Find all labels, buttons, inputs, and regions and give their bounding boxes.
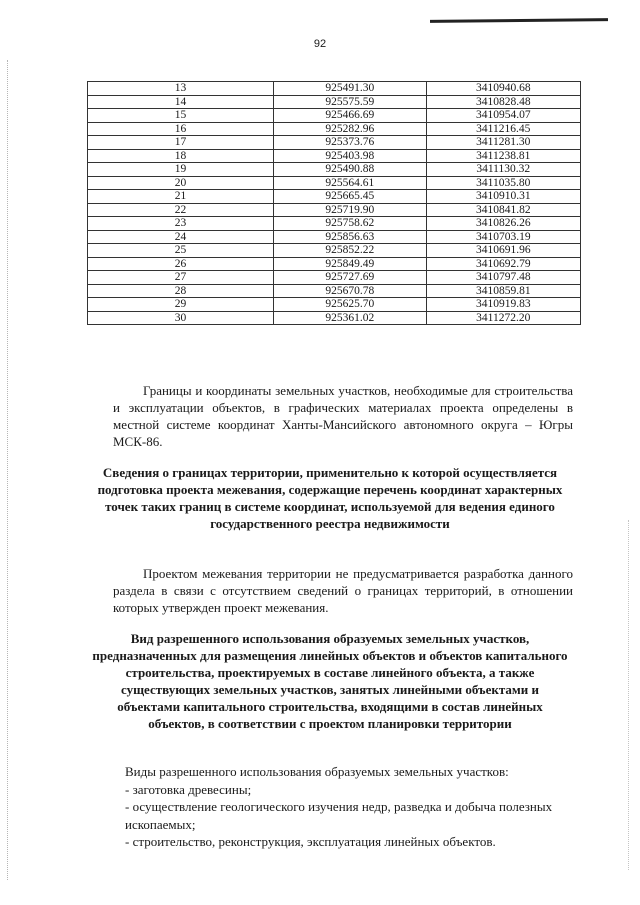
table-row (88, 136, 581, 150)
y-coordinate-cell: 3410859.81 (426, 284, 581, 298)
table-row (88, 284, 581, 298)
table-row (88, 82, 581, 96)
table-row (88, 217, 581, 231)
x-coordinate-cell: 925849.49 (274, 257, 426, 271)
point-number-cell: 15 (88, 109, 274, 123)
land-use-list-intro: Виды разрешенного использования образуемых земельных участков: (125, 764, 509, 779)
list-item: - заготовка древесины; (125, 781, 252, 797)
point-number-cell: 22 (88, 203, 274, 217)
y-coordinate-cell: 3411272.20 (426, 311, 581, 325)
y-coordinate-cell: 3411238.81 (426, 149, 581, 163)
top-scan-line (430, 18, 608, 23)
list-item: - осуществление геологического изучения недр, разведка и добыча полезных ископаемых; (125, 799, 553, 832)
x-coordinate-cell: 925466.69 (274, 109, 426, 123)
y-coordinate-cell: 3410691.96 (426, 244, 581, 258)
table-row (88, 244, 581, 258)
table-row (88, 271, 581, 285)
x-coordinate-cell: 925403.98 (274, 149, 426, 163)
x-coordinate-cell: 925719.90 (274, 203, 426, 217)
point-number-cell: 19 (88, 163, 274, 177)
y-coordinate-cell: 3410919.83 (426, 298, 581, 312)
table-row (88, 203, 581, 217)
table-row (88, 95, 581, 109)
list-item: - строительство, реконструкция, эксплуатация линейных объектов. (125, 834, 496, 849)
table-row (88, 257, 581, 271)
table-row (88, 109, 581, 123)
y-coordinate-cell: 3411216.45 (426, 122, 581, 136)
x-coordinate-cell: 925758.62 (274, 217, 426, 231)
x-coordinate-cell: 925852.22 (274, 244, 426, 258)
x-coordinate-cell: 925625.70 (274, 298, 426, 312)
point-number-cell: 23 (88, 217, 274, 231)
point-number-cell: 29 (88, 298, 274, 312)
point-number-cell: 20 (88, 176, 274, 190)
x-coordinate-cell: 925361.02 (274, 311, 426, 325)
right-scan-edge (628, 520, 630, 870)
point-number-cell: 21 (88, 190, 274, 204)
land-use-list (113, 763, 573, 851)
y-coordinate-cell: 3410910.31 (426, 190, 581, 204)
point-number-cell: 17 (88, 136, 274, 150)
y-coordinate-cell: 3410703.19 (426, 230, 581, 244)
x-coordinate-cell: 925564.61 (274, 176, 426, 190)
table-row (88, 190, 581, 204)
y-coordinate-cell: 3410828.48 (426, 95, 581, 109)
table-row (88, 311, 581, 325)
x-coordinate-cell: 925727.69 (274, 271, 426, 285)
left-scan-edge (7, 60, 9, 880)
page-number: 92 (313, 38, 327, 50)
x-coordinate-cell: 925491.30 (274, 82, 426, 96)
table-row (88, 163, 581, 177)
y-coordinate-cell: 3410954.07 (426, 109, 581, 123)
y-coordinate-cell: 3410841.82 (426, 203, 581, 217)
y-coordinate-cell: 3410797.48 (426, 271, 581, 285)
point-number-cell: 24 (88, 230, 274, 244)
y-coordinate-cell: 3411281.30 (426, 136, 581, 150)
y-coordinate-cell: 3410940.68 (426, 82, 581, 96)
x-coordinate-cell: 925490.88 (274, 163, 426, 177)
y-coordinate-cell: 3410692.79 (426, 257, 581, 271)
boundaries-paragraph: Границы и координаты земельных участков, необходимые для строительства и эксплуатации объектов, в графических материалах проекта определены в местной системе координат Ханты-Мансийского автономного округа – Югры МСК-86. (113, 383, 573, 449)
y-coordinate-cell: 3410826.26 (426, 217, 581, 231)
x-coordinate-cell: 925575.59 (274, 95, 426, 109)
y-coordinate-cell: 3411130.32 (426, 163, 581, 177)
coordinates-table (87, 81, 581, 325)
y-coordinate-cell: 3411035.80 (426, 176, 581, 190)
point-number-cell: 14 (88, 95, 274, 109)
x-coordinate-cell: 925856.63 (274, 230, 426, 244)
point-number-cell: 25 (88, 244, 274, 258)
point-number-cell: 30 (88, 311, 274, 325)
table-row (88, 149, 581, 163)
section-heading-boundaries: Сведения о границах территории, применительно к которой осуществляется подготовка проекта межевания, содержащие перечень координат характерных точек таких границ в системе координат, используемой для ведения единого государственного реестра недвижимости (97, 465, 563, 531)
point-number-cell: 16 (88, 122, 274, 136)
section-heading-land-use: Вид разрешенного использования образуемых земельных участков, предназначенных для размещения линейных объектов и объектов капитального строительства, проектируемых в составе линейного объекта, а также существующих земельных участков, занятых линейными объектами и объектами капитального строительства, входящими в состав линейных объектов, в соответствии с проектом планировки территории (92, 631, 568, 731)
point-number-cell: 13 (88, 82, 274, 96)
point-number-cell: 26 (88, 257, 274, 271)
x-coordinate-cell: 925282.96 (274, 122, 426, 136)
x-coordinate-cell: 925670.78 (274, 284, 426, 298)
point-number-cell: 28 (88, 284, 274, 298)
point-number-cell: 18 (88, 149, 274, 163)
section-text-boundaries: Проектом межевания территории не предусматривается разработка данного раздела в связи с отсутствием сведений о границах территорий, в отношении которых утвержден проект межевания. (113, 566, 573, 615)
table-row (88, 230, 581, 244)
x-coordinate-cell: 925665.45 (274, 190, 426, 204)
point-number-cell: 27 (88, 271, 274, 285)
x-coordinate-cell: 925373.76 (274, 136, 426, 150)
table-row (88, 298, 581, 312)
table-row (88, 122, 581, 136)
table-row (88, 176, 581, 190)
